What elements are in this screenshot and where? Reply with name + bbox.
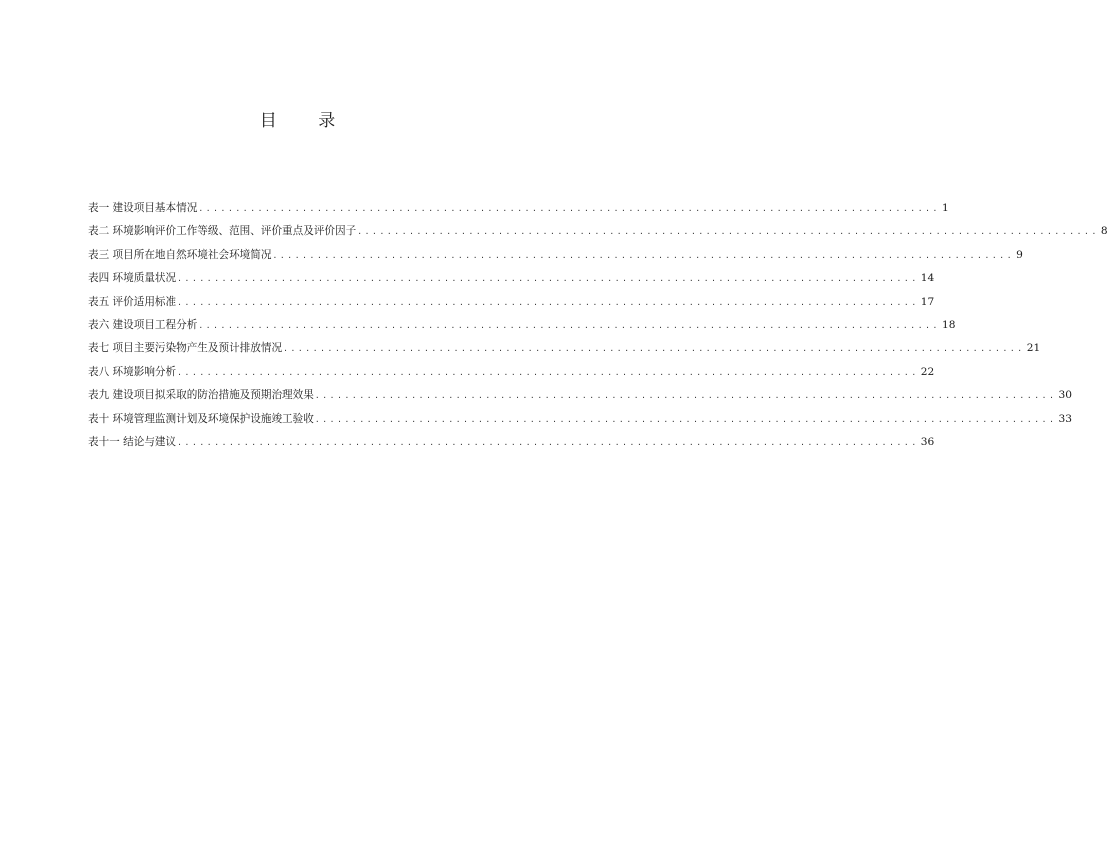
toc-leader-dots: ....................................................................................................	[177, 437, 919, 447]
toc-entry-label: 表四 环境质量状况	[88, 272, 177, 285]
toc-entry-label: 表三 项目所在地自然环境社会环境简况	[88, 248, 272, 261]
toc-entry-page: 1	[941, 202, 949, 214]
toc-leader-dots: ....................................................................................................	[283, 344, 1025, 354]
toc-leader-dots: ....................................................................................................	[314, 414, 1057, 424]
toc-entry-label: 表十一 结论与建议	[88, 435, 177, 448]
toc-leader-dots: ....................................................................................................	[177, 274, 919, 284]
toc-entry-label: 表七 项目主要污染物产生及预计排放情况	[88, 342, 283, 355]
toc-leader-dots: ....................................................................................................	[272, 250, 1015, 260]
toc-leader-dots: ....................................................................................................	[177, 367, 919, 377]
toc-entry-label: 表五 评价适用标准	[88, 295, 177, 308]
toc-leader-dots: ....................................................................................................	[357, 227, 1099, 237]
toc-leader-dots: ....................................................................................................	[314, 391, 1057, 401]
toc-entry-page: 17	[920, 295, 935, 308]
toc-entry-label: 表十 环境管理监测计划及环境保护设施竣工验收	[88, 412, 314, 425]
toc-entry-label: 表二 环境影响评价工作等级、范围、评价重点及评价因子	[88, 225, 357, 238]
toc-entry-page: 36	[920, 435, 935, 448]
toc-leader-dots: ....................................................................................................	[198, 204, 940, 213]
toc-entry-page: 8	[1100, 225, 1108, 238]
page-title: 目 录	[259, 111, 354, 131]
toc-entry-page: 21	[1026, 342, 1041, 355]
toc-entry-page: 9	[1016, 248, 1023, 261]
toc-entry-page: 33	[1058, 412, 1072, 425]
toc-entry[interactable]	[88, 200, 949, 223]
toc-leader-dots: ....................................................................................................	[177, 297, 919, 307]
toc-entry[interactable]	[88, 434, 935, 457]
toc-entry[interactable]	[88, 223, 1108, 246]
toc-entry-label: 表一 建设项目基本情况	[88, 202, 198, 214]
toc-entry[interactable]	[88, 340, 1041, 363]
toc-entry-label: 表九 建设项目拟采取的防治措施及预期治理效果	[88, 389, 314, 402]
toc-entry[interactable]	[88, 317, 956, 340]
toc-entry-label: 表八 环境影响分析	[88, 365, 177, 378]
toc-entry-page: 22	[920, 365, 935, 378]
toc-entry[interactable]	[88, 387, 1072, 410]
toc-entry[interactable]	[88, 247, 1023, 270]
toc-entry[interactable]	[88, 411, 1072, 434]
toc-entry-page: 18	[941, 318, 956, 331]
toc-entry-page: 14	[920, 272, 935, 285]
table-of-contents	[88, 200, 1108, 457]
toc-entry[interactable]	[88, 364, 935, 387]
toc-entry-page: 30	[1058, 389, 1072, 402]
toc-entry[interactable]	[88, 270, 935, 293]
toc-entry-label: 表六 建设项目工程分析	[88, 318, 198, 331]
toc-leader-dots: ....................................................................................................	[198, 320, 940, 330]
toc-entry[interactable]	[88, 294, 935, 317]
